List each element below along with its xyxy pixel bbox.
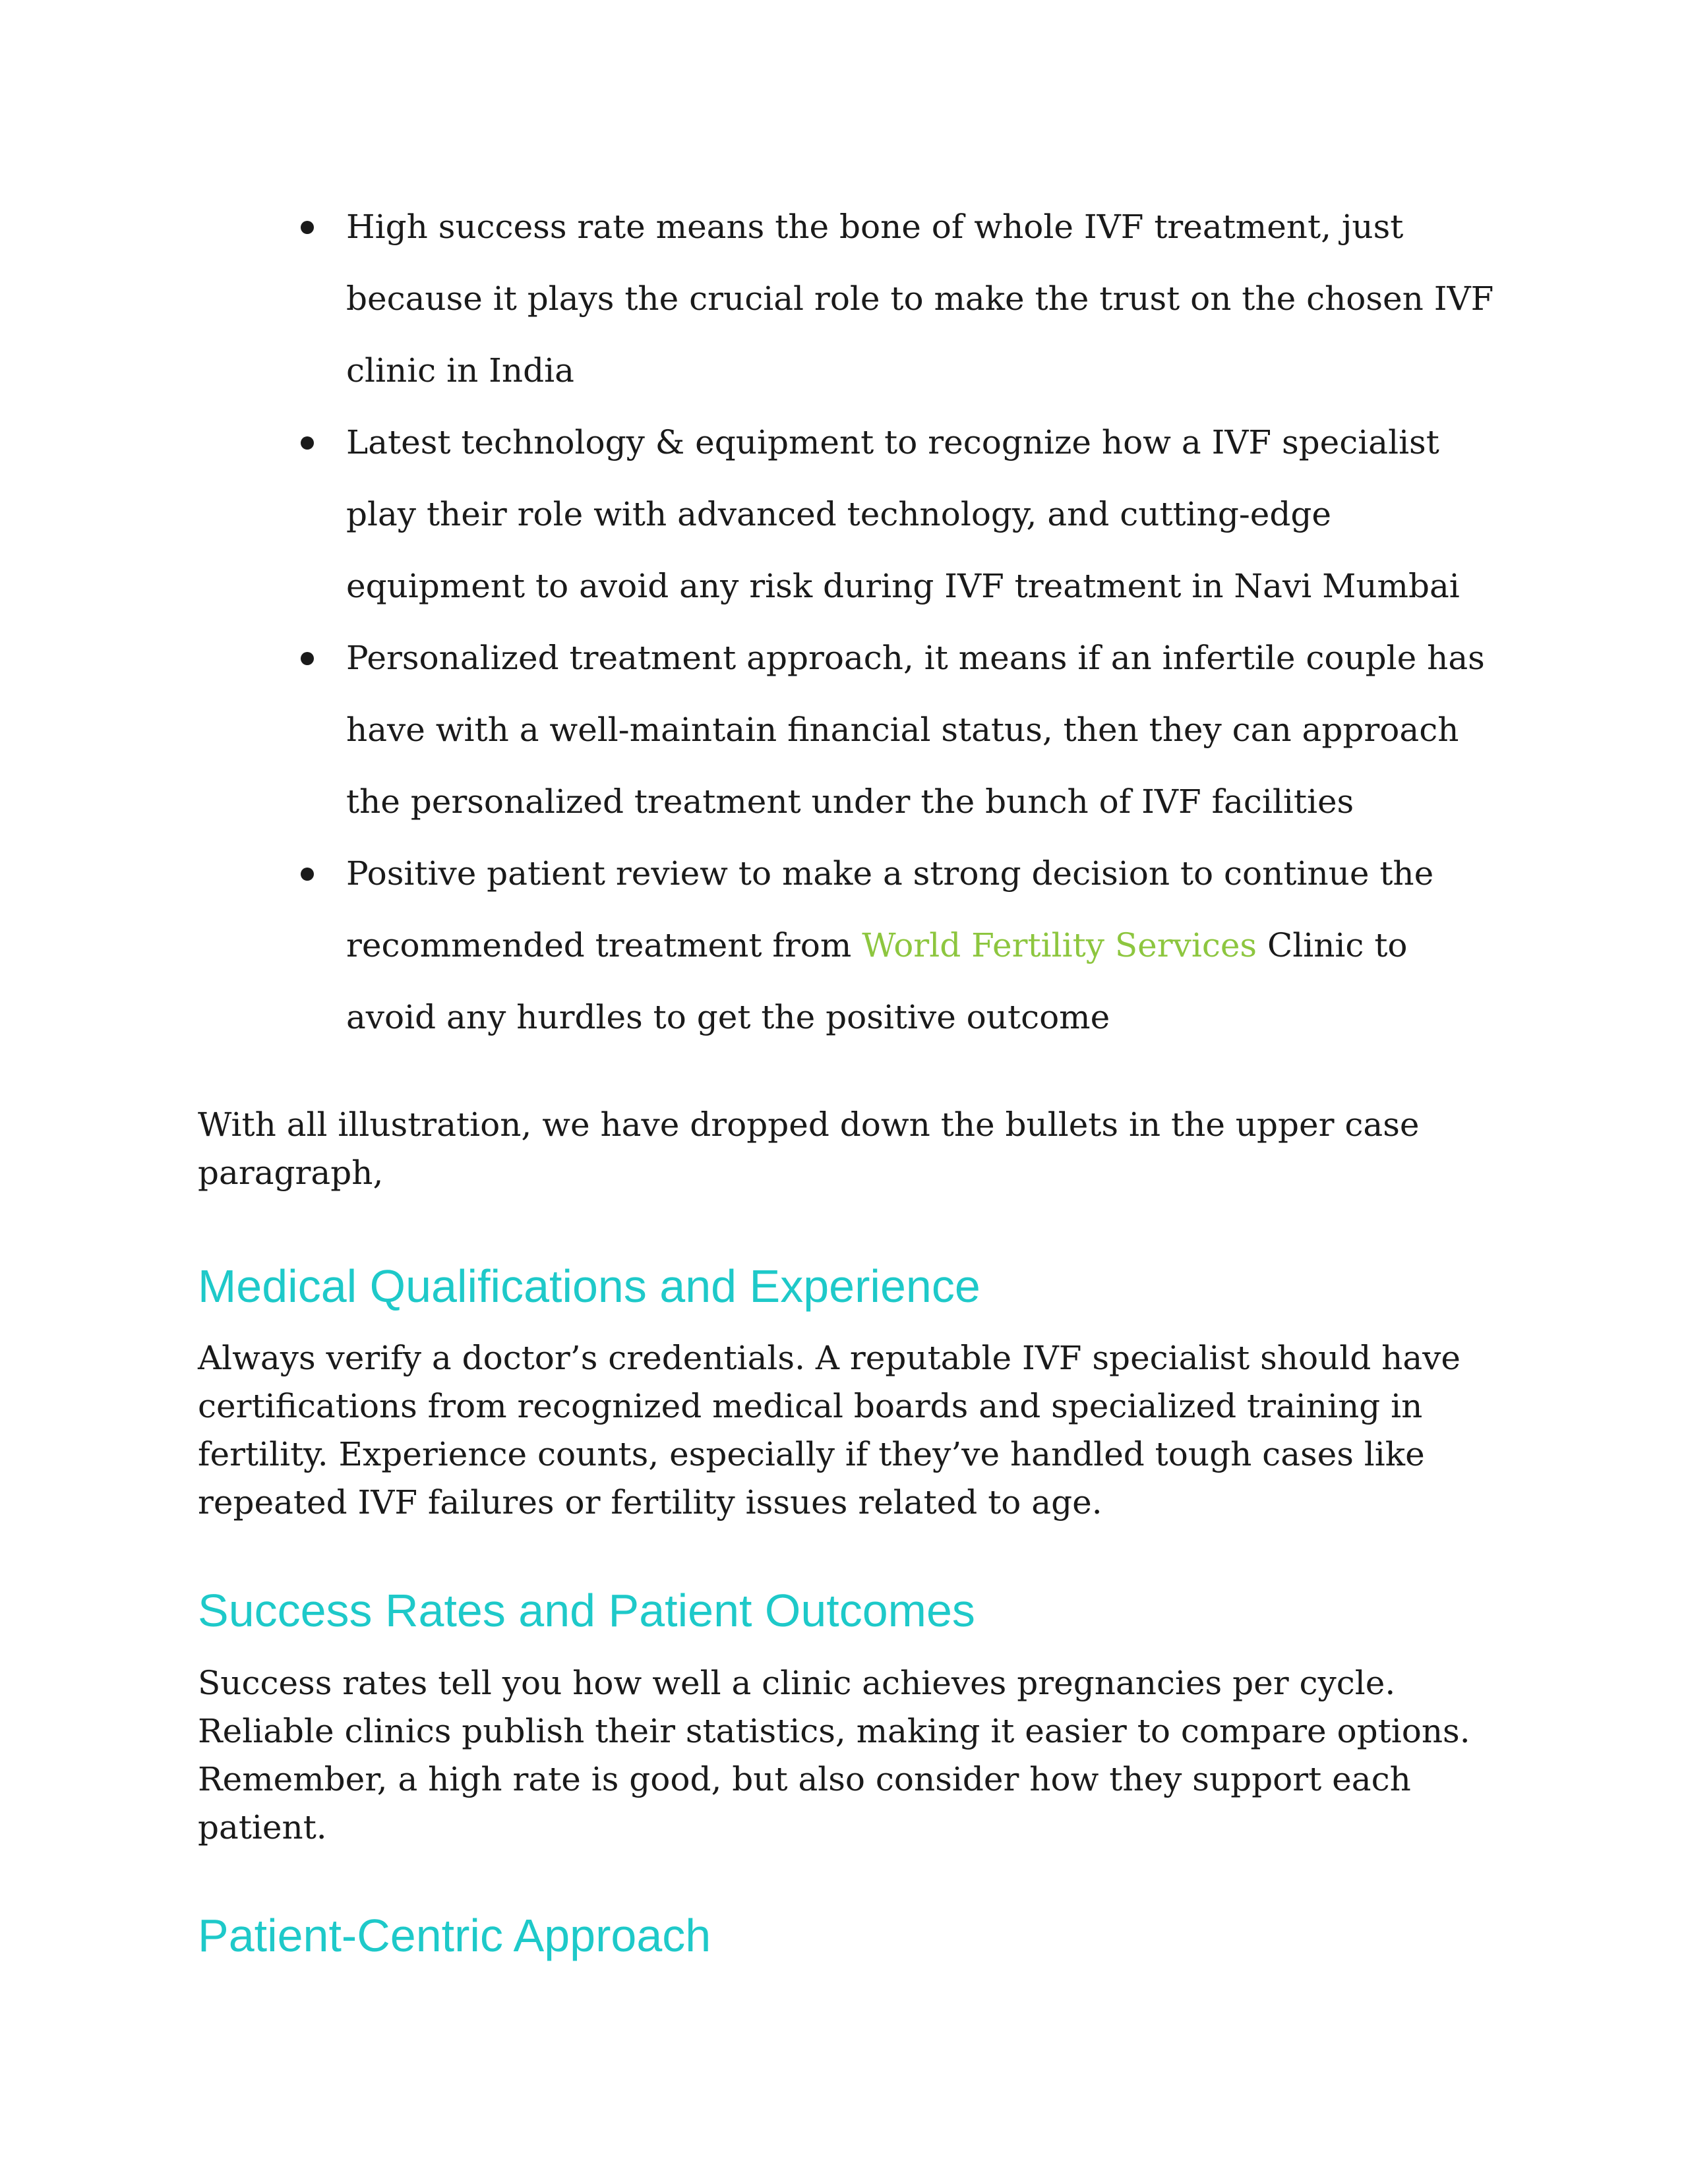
intro-paragraph: With all illustration, we have dropped down the bullets in the upper case paragraph, <box>198 1106 1420 1192</box>
bullet-text-after: Clinic to avoid any hurdles to get the positive outcome <box>346 926 1408 1036</box>
bullet-item <box>0 407 1507 622</box>
bullet-dot-icon <box>301 838 315 910</box>
world-fertility-services-link[interactable]: World Fertility Services <box>862 926 1257 964</box>
heading-patient-centric: Patient-Centric Approach <box>198 1910 711 1961</box>
bullet-item <box>0 191 1507 407</box>
bullet-text: Latest technology & equipment to recognize how a IVF specialist play their role with advanced technology, and cutting-edge equipment to avoid any risk during IVF treatment in Navi Mumbai <box>346 423 1460 605</box>
bullet-text: Personalized treatment approach, it means if an infertile couple has have with a well-maintain financial status, then they can approach the personalized treatment under the bunch of IVF facilities <box>346 639 1485 821</box>
body-success-rates: Success rates tell you how well a clinic achieves pregnancies per cycle. Reliable clinics publish their statistics, making it easier to compare options. Remember, a high rate is good, but also consider how they support each patient. <box>198 1664 1470 1846</box>
bullet-list <box>0 191 1688 1053</box>
body-medical-qualifications: Always verify a doctor’s credentials. A reputable IVF specialist should have certifications from recognized medical boards and specialized training in fertility. Experience counts, especially if they’ve handled tough cases like repeated IVF failures or fertility issues related to age. <box>198 1339 1461 1521</box>
bullet-item <box>0 622 1507 838</box>
bullet-text-before: Positive patient review to make a strong decision to continue the recommended treatment from <box>346 854 1434 964</box>
heading-medical-qualifications: Medical Qualifications and Experience <box>198 1260 980 1312</box>
bullet-item <box>0 838 1507 1053</box>
heading-success-rates: Success Rates and Patient Outcomes <box>198 1585 975 1636</box>
bullet-dot-icon <box>301 407 315 479</box>
bullet-dot-icon <box>301 191 315 263</box>
bullet-dot-icon <box>301 622 315 694</box>
bullet-text <box>346 854 1433 1036</box>
bullet-text: High success rate means the bone of whole IVF treatment, just because it plays the crucial role to make the trust on the chosen IVF clinic in India <box>346 208 1494 390</box>
